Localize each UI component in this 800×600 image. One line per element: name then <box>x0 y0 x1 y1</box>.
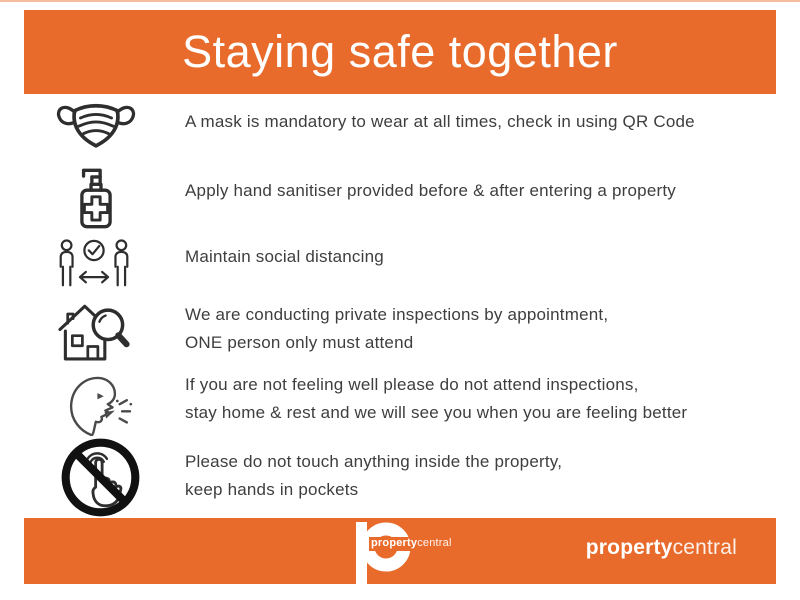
footer-wordmark-regular: central <box>672 536 737 559</box>
rule-line: ONE person only must attend <box>185 333 414 352</box>
logo-p-icon <box>356 522 416 584</box>
rule-text-inspections <box>185 301 608 357</box>
rule-text-unwell <box>185 371 687 427</box>
house-inspection-icon <box>55 297 133 362</box>
rule-line: keep hands in pockets <box>185 480 359 499</box>
social-distancing-icon <box>57 238 131 294</box>
logo-wordmark-regular: central <box>417 537 452 549</box>
top-edge-artifact <box>0 0 800 2</box>
no-touch-icon <box>60 437 141 518</box>
face-mask-icon <box>55 100 137 154</box>
rule-line: If you are not feeling well please do not attend inspections, <box>185 375 639 394</box>
coughing-person-icon <box>58 366 140 436</box>
logo-wordmark-bold: property <box>371 537 418 549</box>
rule-text-mask <box>185 108 695 136</box>
logo-wordmark <box>371 537 452 549</box>
hand-sanitiser-icon <box>70 162 122 230</box>
header-banner <box>24 10 776 94</box>
rule-line: Apply hand sanitiser provided before & after entering a property <box>185 181 676 200</box>
property-central-logo <box>356 522 452 584</box>
rule-text-distancing <box>185 243 384 271</box>
rule-line: Please do not touch anything inside the property, <box>185 452 563 471</box>
rule-line: A mask is mandatory to wear at all times, check in using QR Code <box>185 112 695 131</box>
footer-wordmark <box>586 536 737 560</box>
footer-wordmark-bold: property <box>585 536 673 559</box>
rule-text-sanitiser <box>185 177 676 205</box>
rule-line: Maintain social distancing <box>185 247 384 266</box>
rule-line: We are conducting private inspections by appointment, <box>185 305 609 324</box>
rule-line: stay home & rest and we will see you when you are feeling better <box>185 403 688 422</box>
poster-title: Staying safe together <box>182 26 618 77</box>
footer-bar <box>24 518 776 584</box>
rule-text-no-touch <box>185 448 562 504</box>
